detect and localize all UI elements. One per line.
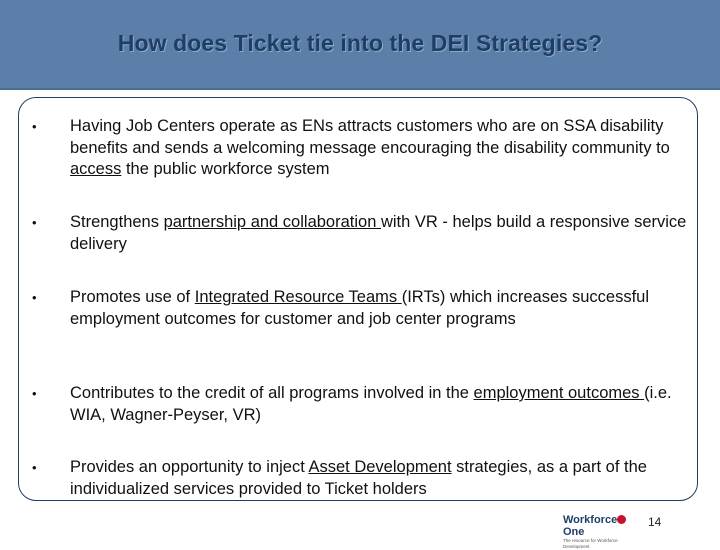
slide-title: How does Ticket tie into the DEI Strategies? bbox=[117, 30, 603, 56]
workforce-one-logo bbox=[563, 514, 643, 549]
bullet-text: Contributes to the credit of all programs involved in the employment outcomes (i.e. WIA, Wagner-Peyser, VR) bbox=[70, 384, 672, 424]
logo-tagline: The resource for Workforce Development bbox=[563, 538, 618, 549]
logo-text-left: Workforce bbox=[563, 514, 618, 526]
logo-text-right: One bbox=[563, 526, 585, 538]
bullet-text: Promotes use of Integrated Resource Teams (IRTs) which increases successful employment outcomes for customer and job center programs bbox=[70, 288, 649, 328]
bullet-marker: • bbox=[32, 460, 37, 475]
bullet-text: Provides an opportunity to inject Asset Development strategies, as a part of the individualized services provided to Ticket holders bbox=[70, 458, 647, 498]
bullet-marker: • bbox=[32, 386, 37, 401]
bullet-marker: • bbox=[32, 119, 37, 134]
bullet-text: Strengthens partnership and collaboration with VR - helps build a responsive service delivery bbox=[70, 213, 687, 253]
logo-circle-icon bbox=[617, 515, 626, 524]
slide-header bbox=[0, 0, 720, 90]
page-number: 14 bbox=[648, 515, 662, 529]
bullet-marker: • bbox=[32, 215, 37, 230]
bullet-marker: • bbox=[32, 290, 37, 305]
bullet-text: Having Job Centers operate as ENs attracts customers who are on SSA disability benefits and sends a welcoming message encouraging the disability community to access the public workforce system bbox=[70, 117, 670, 178]
